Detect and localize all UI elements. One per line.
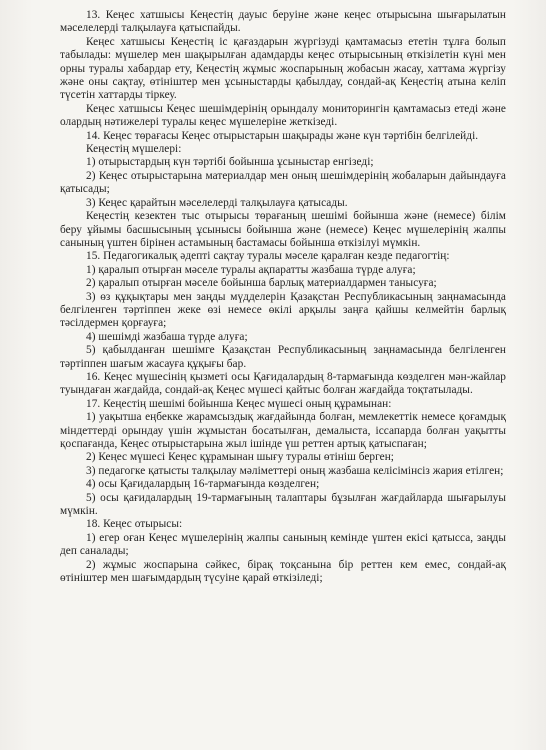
list-item-exclusion-4: 4) осы Қағидалардың 16-тармағында көзделген; — [86, 478, 320, 491]
paragraph-members-heading: Кеңестің мүшелері: — [86, 143, 182, 156]
paragraph-15-pedagogical-ethics: 15. Педагогикалық әдепті сақтау туралы мәселе қаралған кезде педагогтің: — [86, 250, 450, 263]
list-item-exclusion-2: 2) Кеңес мүшесі Кеңес құрамынан шығу туралы өтініш берген; — [86, 451, 394, 464]
paragraph-14-chairman: 14. Кеңес төрағасы Кеңес отырыстарын шақырады және күн тәртібін белгілейді. — [86, 129, 479, 142]
paragraph-extraordinary-meeting: Кеңестің кезектен тыс отырысы төрағаның шешімі бойынша және (немесе) білім беру ұйымы басшысының ұсынысы бойынша және (немесе) Кеңес мүшелерінің жалпы санының үштен бірінен астамының бастамасы бойынша өткізілуі мүмкін. — [60, 210, 506, 249]
list-item-exclusion-1: 1) уақытша еңбекке жарамсыздық жағдайында болған, мемлекеттік немесе қоғамдық міндеттерді орындау үшін жұмыстан босатылған, демалыста, іссапарда болған уақытты қоспағанда, Кеңес отырыстарына жыл ішінде үш реттен артық қатыспаған; — [60, 411, 506, 450]
list-item-meeting-2: 2) жұмыс жоспарына сәйкес, бірақ тоқсанына бір реттен кем емес, сондай-ақ өтініштер мен шағымдардың түсуіне қарай өткізіледі; — [60, 558, 506, 585]
list-item-rights-1: 1) қаралып отырған мәселе туралы ақпаратты жазбаша түрде алуға; — [86, 263, 416, 276]
list-item-rights-4: 4) шешімді жазбаша түрде алуға; — [86, 330, 248, 343]
list-item-rights-3: 3) өз құқықтары мен заңды мүдделерін Қазақстан Республикасының заңнамасында белгіленген тәртіппен жеке өзі немесе өкілі арқылы заңға қайшы келмейтін барлық тәсілдермен қорғауға; — [60, 290, 506, 330]
paragraph-secretary-duties: Кеңес хатшысы Кеңестің іс қағаздарын жүргізуді қамтамасыз ететін тұлға болып табылады: мүшелер мен шақырылған адамдарды кеңес отырысының өткізілетін күні мен орны туралы хабардар ету, Кеңестің жұмыс жоспарының жобасын жасау, хаттама жүргізу және оны сақтау, өтініштер мен ұсыныстарды қабылдау, сондай-ақ Кеңестің атына келіп түсетін хаттарды тіркеу. — [60, 35, 506, 102]
list-item-members-1: 1) отырыстардың күн тәртібі бойынша ұсыныстар енгізеді; — [86, 156, 374, 169]
list-item-exclusion-3: 3) педагогке қатысты талқылау мәліметтері оның жазбаша келісімінсіз жария етілген; — [86, 464, 504, 477]
paragraph-13-secretary-voting: 13. Кеңес хатшысы Кеңестің дауыс беруіне және кеңес отырысына шығарылатын мәселелерді талқылауға қатыспайды. — [60, 9, 506, 35]
list-item-meeting-1: 1) егер оған Кеңес мүшелерінің жалпы санының кемінде үштен екісі қатысса, заңды деп саналады; — [60, 531, 506, 558]
list-item-members-3: 3) Кеңес қарайтын мәселелерді талқылауға қатысады. — [86, 196, 348, 209]
list-item-rights-5: 5) қабылданған шешімге Қазақстан Республикасының заңнамасында белгіленген тәртіппен шағым жасауға құқығы бар. — [60, 344, 506, 370]
list-item-rights-2: 2) қаралып отырған мәселе бойынша барлық материалдармен танысуға; — [86, 277, 437, 290]
paragraph-18-meeting: 18. Кеңес отырысы: — [86, 518, 183, 531]
paragraph-17-exclusion: 17. Кеңестің шешімі бойынша Кеңес мүшесі оның құрамынан: — [86, 397, 392, 410]
list-item-members-2: 2) Кеңес отырыстарына материалдар мен оның шешімдерінің жобаларын дайындауға қатысады; — [60, 169, 506, 196]
paragraph-16-termination: 16. Кеңес мүшесінің қызметі осы Қағидалардың 8-тармағында көзделген мән-жайлар туындаған жағдайда, сондай-ақ Кеңес мүшесі қайтыс болған жағдайда тоқтатылады. — [60, 370, 506, 397]
paragraph-secretary-monitoring: Кеңес хатшысы Кеңес шешімдерінің орындалу мониторингін қамтамасыз етеді және олардың нәтижелері туралы кеңес мүшелеріне жеткізеді. — [60, 102, 506, 129]
list-item-exclusion-5: 5) осы қағидалардың 19-тармағының талаптары бұзылған жағдайларда шығарылуы мүмкін. — [60, 491, 506, 518]
